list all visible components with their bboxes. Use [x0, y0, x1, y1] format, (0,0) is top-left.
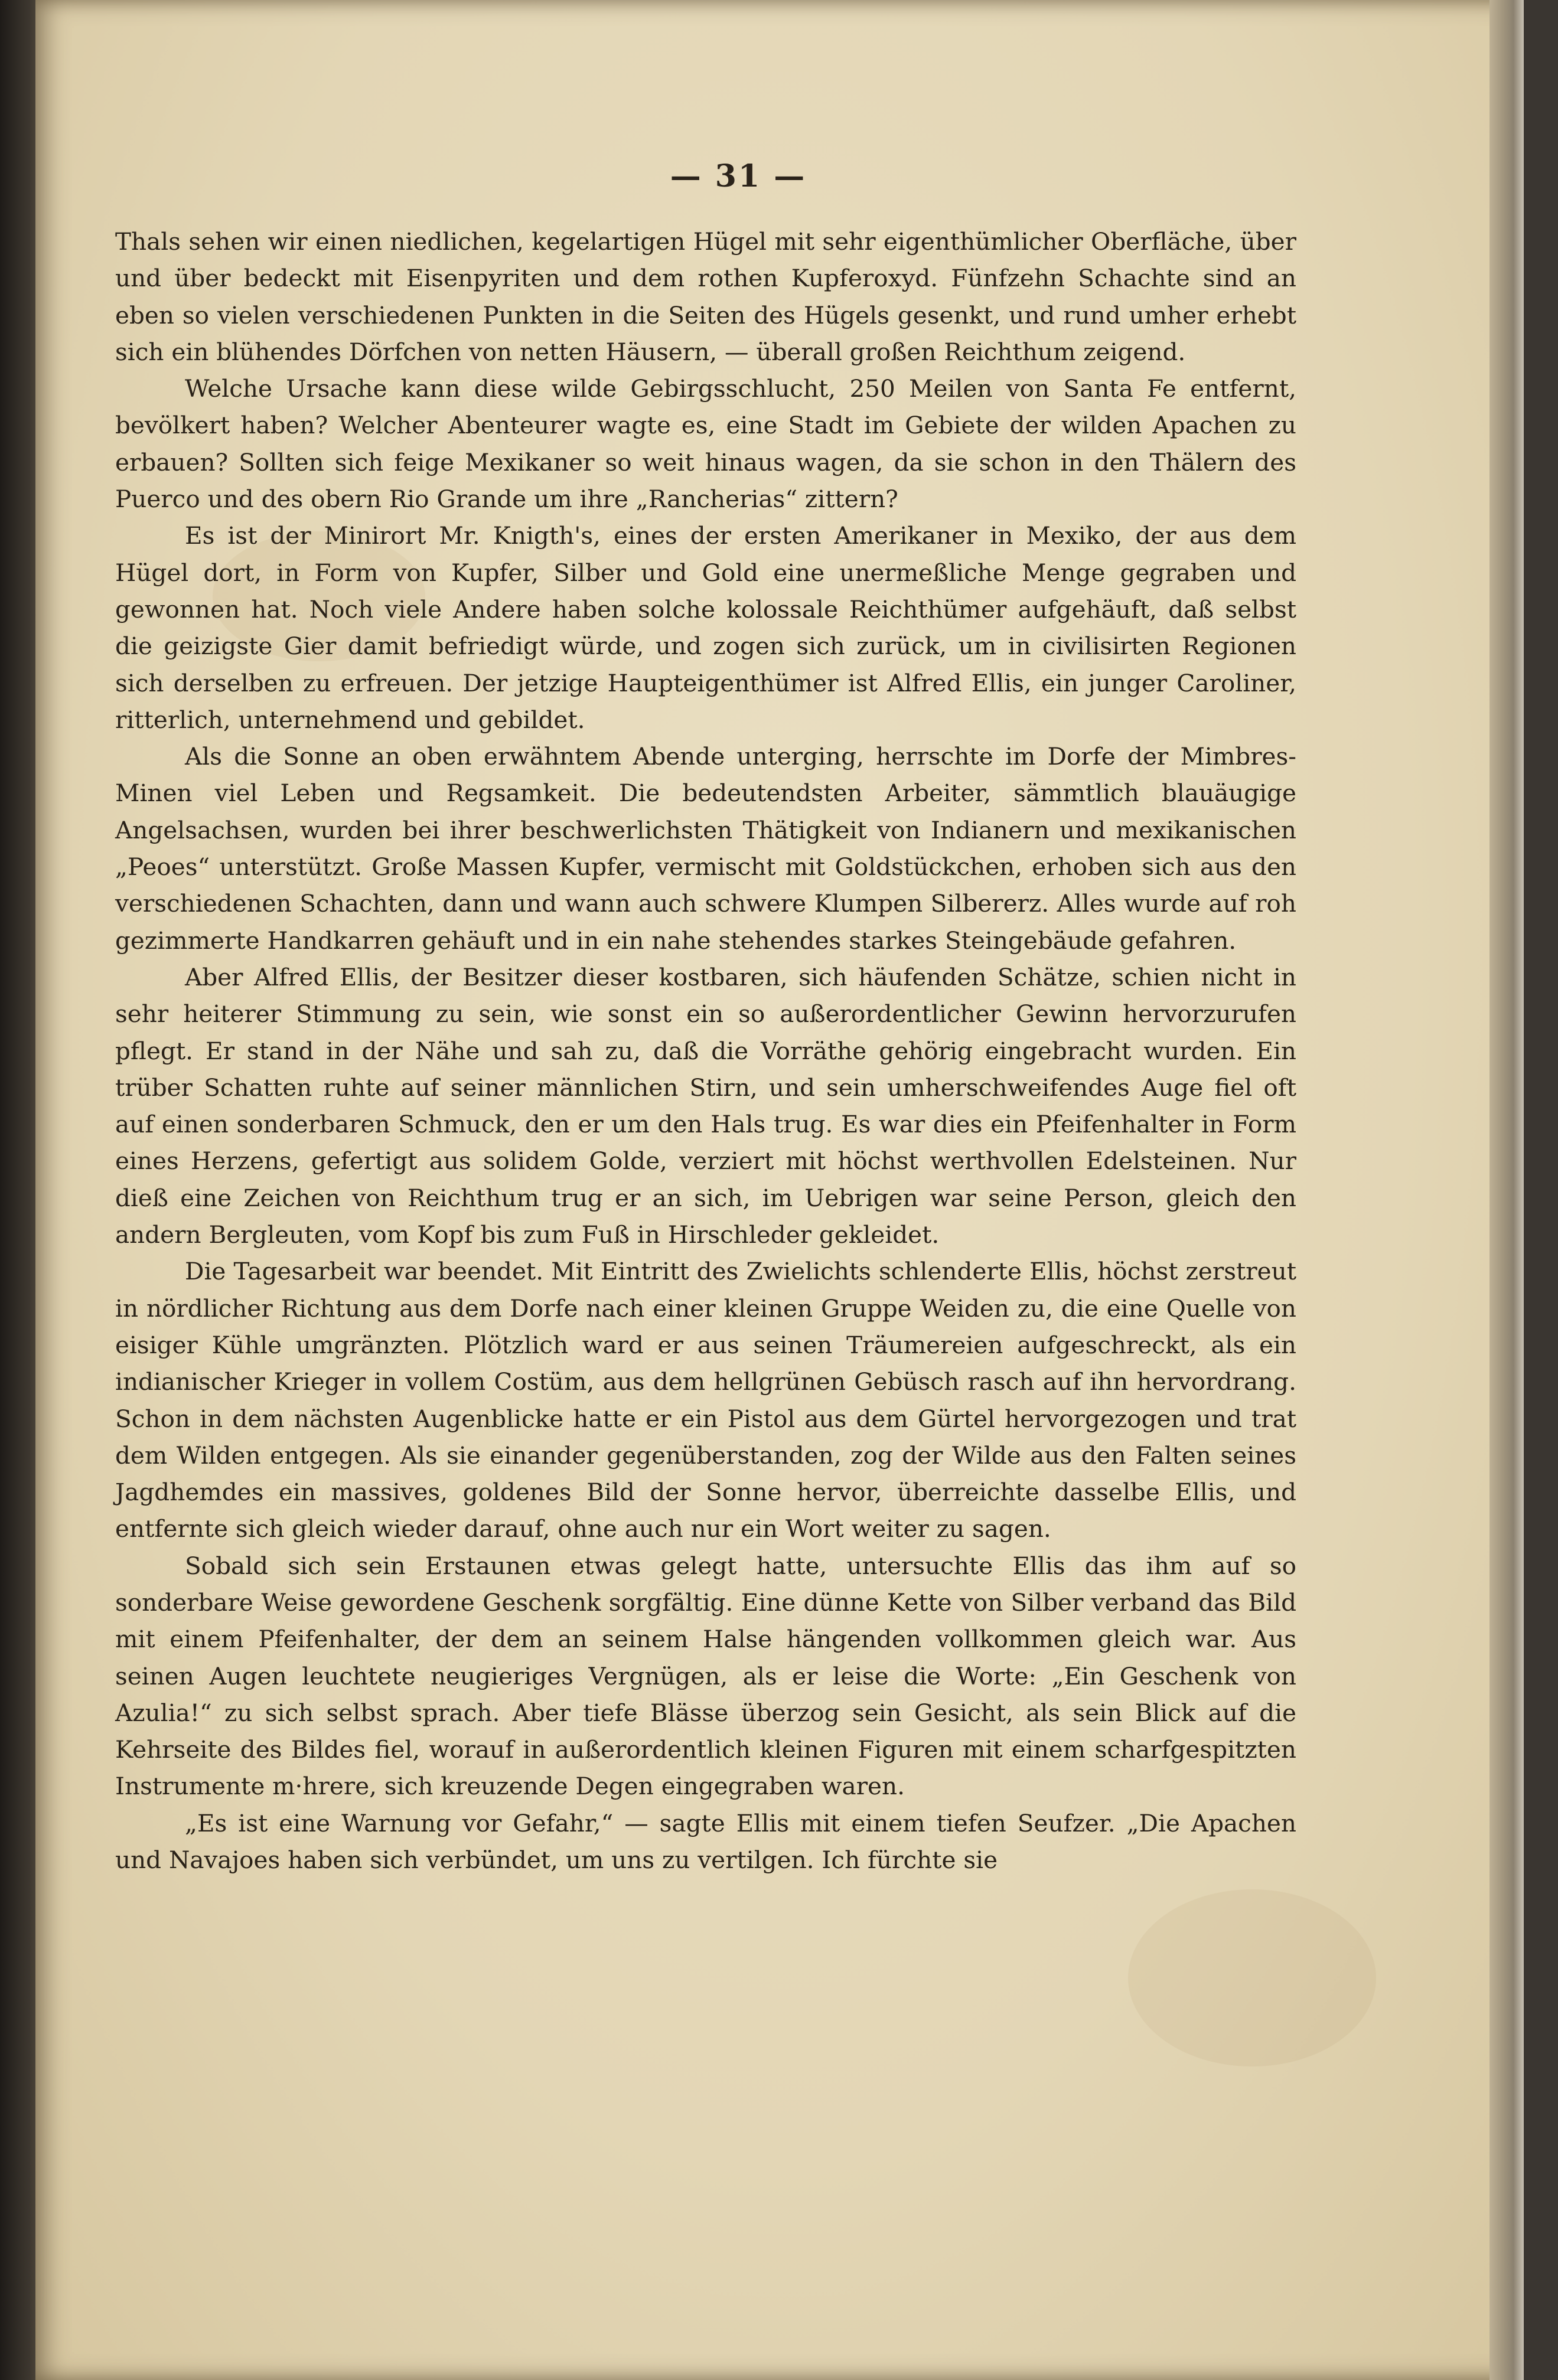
paragraph: Es ist der Minirort Mr. Knigth's, eines der ersten Amerikaner in Mexiko, der aus dem Hügel dort, in Form von Kupfer, Silber und Gold eine unermeßliche Menge gegraben und gewonnen hat. Noch viele Andere haben solche kolossale Reichthümer aufgehäuft, daß selbst die geizigste Gier damit befriedigt würde, und zogen sich zurück, um in civilisirten Regionen sich derselben zu erfreuen. Der jetzige Haupteigenthümer ist Alfred Ellis, ein junger Caroliner, ritterlich, unternehmend und gebildet.: [115, 521, 1296, 734]
paragraph: Aber Alfred Ellis, der Besitzer dieser kostbaren, sich häufenden Schätze, schien nicht in sehr heiterer Stimmung zu sein, wie sonst ein so außerordentlicher Gewinn hervorzurufen pflegt. Er stand in der Nähe und sah zu, daß die Vorräthe gehörig eingebracht wurden. Ein trüber Schatten ruhte auf seiner männlichen Stirn, und sein umherschweifendes Auge fiel oft auf einen sonderbaren Schmuck, den er um den Hals trug. Es war dies ein Pfeifenhalter in Form eines Herzens, gefertigt aus solidem Golde, verziert mit höchst werthvollen Edelsteinen. Nur dieß eine Zeichen von Reichthum trug er an sich, im Uebrigen war seine Person, gleich den andern Bergleuten, vom Kopf bis zum Fuß in Hirschleder gekleidet.: [115, 962, 1296, 1249]
paragraph: Die Tagesarbeit war beendet. Mit Eintritt des Zwielichts schlenderte Ellis, höchst zerstreut in nördlicher Richtung aus dem Dorfe nach einer kleinen Gruppe Weiden zu, die eine Quelle von eisiger Kühle umgränzten. Plötzlich ward er aus seinen Träumereien aufgeschreckt, als ein indianischer Krieger in vollem Costüm, aus dem hellgrünen Gebüsch rasch auf ihn hervordrang. Schon in dem nächsten Augenblicke hatte er ein Pistol aus dem Gürtel hervorgezogen und trat dem Wilden entgegen. Als sie einander gegenüberstanden, zog der Wilde aus den Falten seines Jagdhemdes ein massives, goldenes Bild der Sonne hervor, überreichte dasselbe Ellis, und entfernte sich gleich wieder darauf, ohne auch nur ein Wort weiter zu sagen.: [115, 1257, 1296, 1543]
paragraph: Als die Sonne an oben erwähntem Abende unterging, herrschte im Dorfe der Mimbres-Minen viel Leben und Regsamkeit. Die bedeutendsten Arbeiter, sämmtlich blauäugige Angelsachsen, wurden bei ihrer beschwerlichsten Thätigkeit von Indianern und mexikanischen „Peoes“ unterstützt. Große Massen Kupfer, vermischt mit Goldstückchen, erhoben sich aus den verschiedenen Schachten, dann und wann auch schwere Klumpen Silbererz. Alles wurde auf roh gezimmerte Handkarren gehäuft und in ein nahe stehendes starkes Steingebäude gefahren.: [115, 742, 1296, 955]
body-text: [115, 223, 1296, 1878]
paragraph: Sobald sich sein Erstaunen etwas gelegt hatte, untersuchte Ellis das ihm auf so sonderbare Weise gewordene Geschenk sorgfältig. Eine dünne Kette von Silber verband das Bild mit einem Pfeifenhalter, der dem an seinem Halse hängenden vollkommen gleich war. Aus seinen Augen leuchtete neugieriges Vergnügen, als er leise die Worte: „Ein Geschenk von Azulia!“ zu sich selbst sprach. Aber tiefe Blässe überzog sein Gesicht, als sein Blick auf die Kehrseite des Bildes fiel, worauf in außerordentlich kleinen Figuren mit einem scharfgespitzten Instrumente m·hrere, sich kreuzende Degen eingegraben waren.: [115, 1551, 1296, 1801]
page-edge: [1489, 0, 1524, 2380]
paragraph: „Es ist eine Warnung vor Gefahr,“ — sagte Ellis mit einem tiefen Seufzer. „Die Apachen und Navajoes haben sich verbündet, um uns zu vertilgen. Ich fürchte sie: [115, 1808, 1296, 1875]
paragraph: Thals sehen wir einen niedlichen, kegelartigen Hügel mit sehr eigenthümlicher Oberfläche, über und über bedeckt mit Eisenpyriten und dem rothen Kupferoxyd. Fünfzehn Schachte sind an eben so vielen verschiedenen Punkten in die Seiten des Hügels gesenkt, und rund umher erhebt sich ein blühendes Dörfchen von netten Häusern, — überall großen Reichthum zeigend.: [115, 227, 1296, 366]
book-page: [35, 0, 1524, 2380]
paragraph: Welche Ursache kann diese wilde Gebirgsschlucht, 250 Meilen von Santa Fe entfernt, bevölkert haben? Welcher Abenteurer wagte es, eine Stadt im Gebiete der wilden Apachen zu erbauen? Sollten sich feige Mexikaner so weit hinaus wagen, da sie schon in den Thälern des Puerco und des obern Rio Grande um ihre „Rancherias“ zittern?: [115, 374, 1296, 514]
page-number: — 31 —: [670, 158, 807, 194]
paper-stain: [1128, 1889, 1376, 2066]
